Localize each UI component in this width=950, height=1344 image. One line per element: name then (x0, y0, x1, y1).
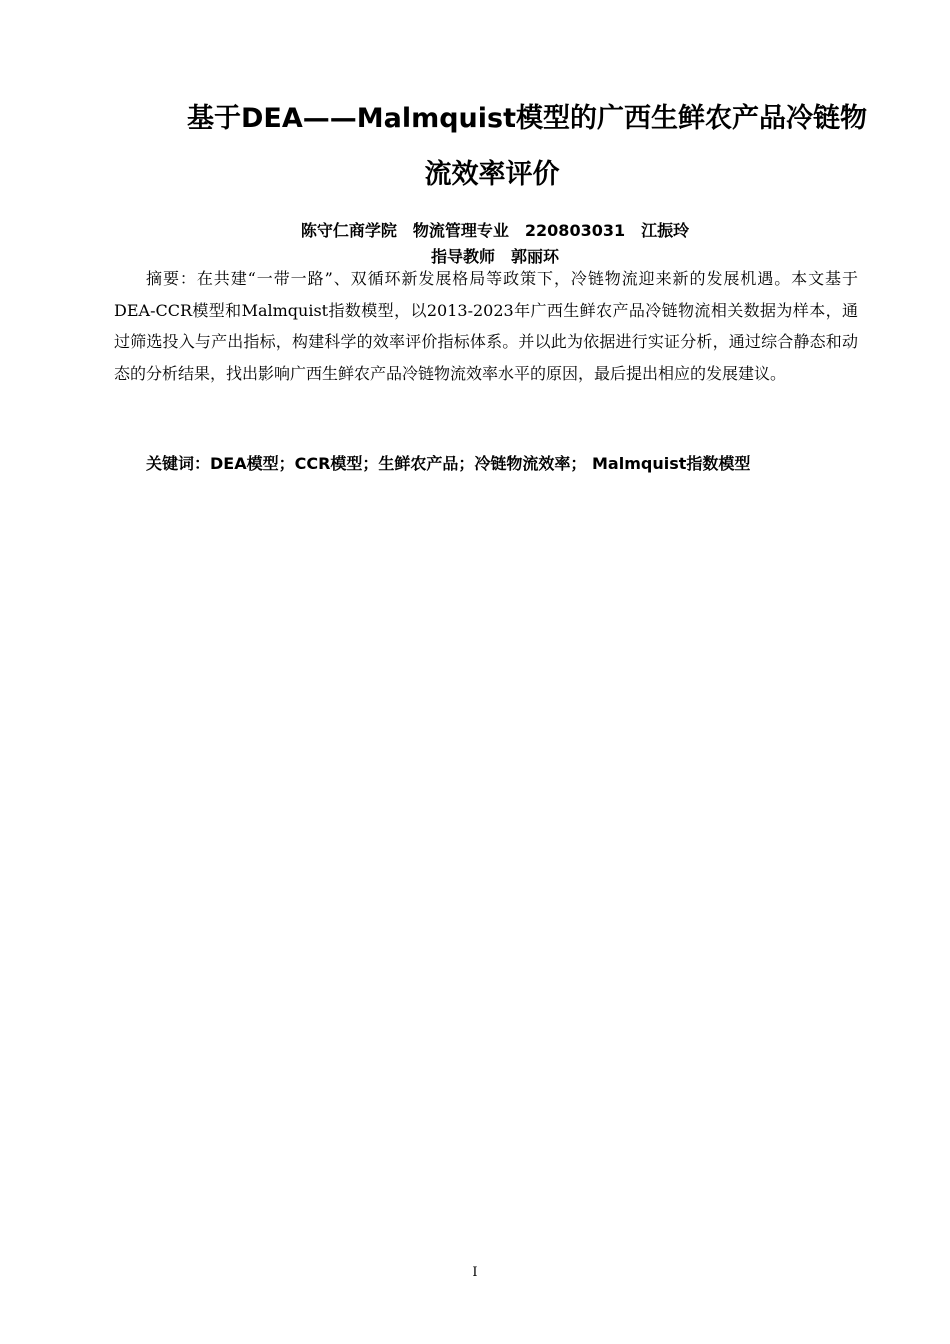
author-major: 物流管理专业 (412, 221, 509, 240)
author-student-id: 220803031 (524, 221, 626, 240)
author-college: 陈守仁商学院 (300, 221, 397, 240)
abstract-label: 摘要： (146, 269, 197, 288)
advisor-label: 指导教师 (430, 247, 495, 266)
abstract-text: 在共建“一带一路”、双循环新发展格局等政策下，冷链物流迎来新的发展机遇。本文基于DEA-CCR模型和Malmquist指数模型，以2013-2023年广西生鲜农产品冷链物流相关数据为样本，通过筛选投入与产出指标，构建科学的效率评价指标体系。并以此为依据进行实证分析，通过综合静态和动态的分析结果，找出影响广西生鲜农产品冷链物流效率水平的原因，最后提出相应的发展建议。 (114, 269, 858, 383)
paper-title (112, 91, 872, 203)
author-name: 江振玲 (641, 221, 690, 240)
advisor-name: 郭丽环 (511, 247, 560, 266)
author-info (112, 218, 858, 241)
keywords-label: 关键词： (146, 454, 211, 473)
page-number: I (472, 1265, 478, 1280)
keywords-text: DEA模型；CCR模型；生鲜农产品；冷链物流效率； Malmquist指数模型 (210, 454, 751, 473)
keywords-paragraph (146, 451, 866, 474)
paper-title-line-2: 流效率评价 (424, 159, 560, 190)
abstract-paragraph (114, 263, 858, 389)
paper-title-line-1: 基于DEA——Malmquist模型的广西生鲜农产品冷链物 (186, 103, 867, 134)
